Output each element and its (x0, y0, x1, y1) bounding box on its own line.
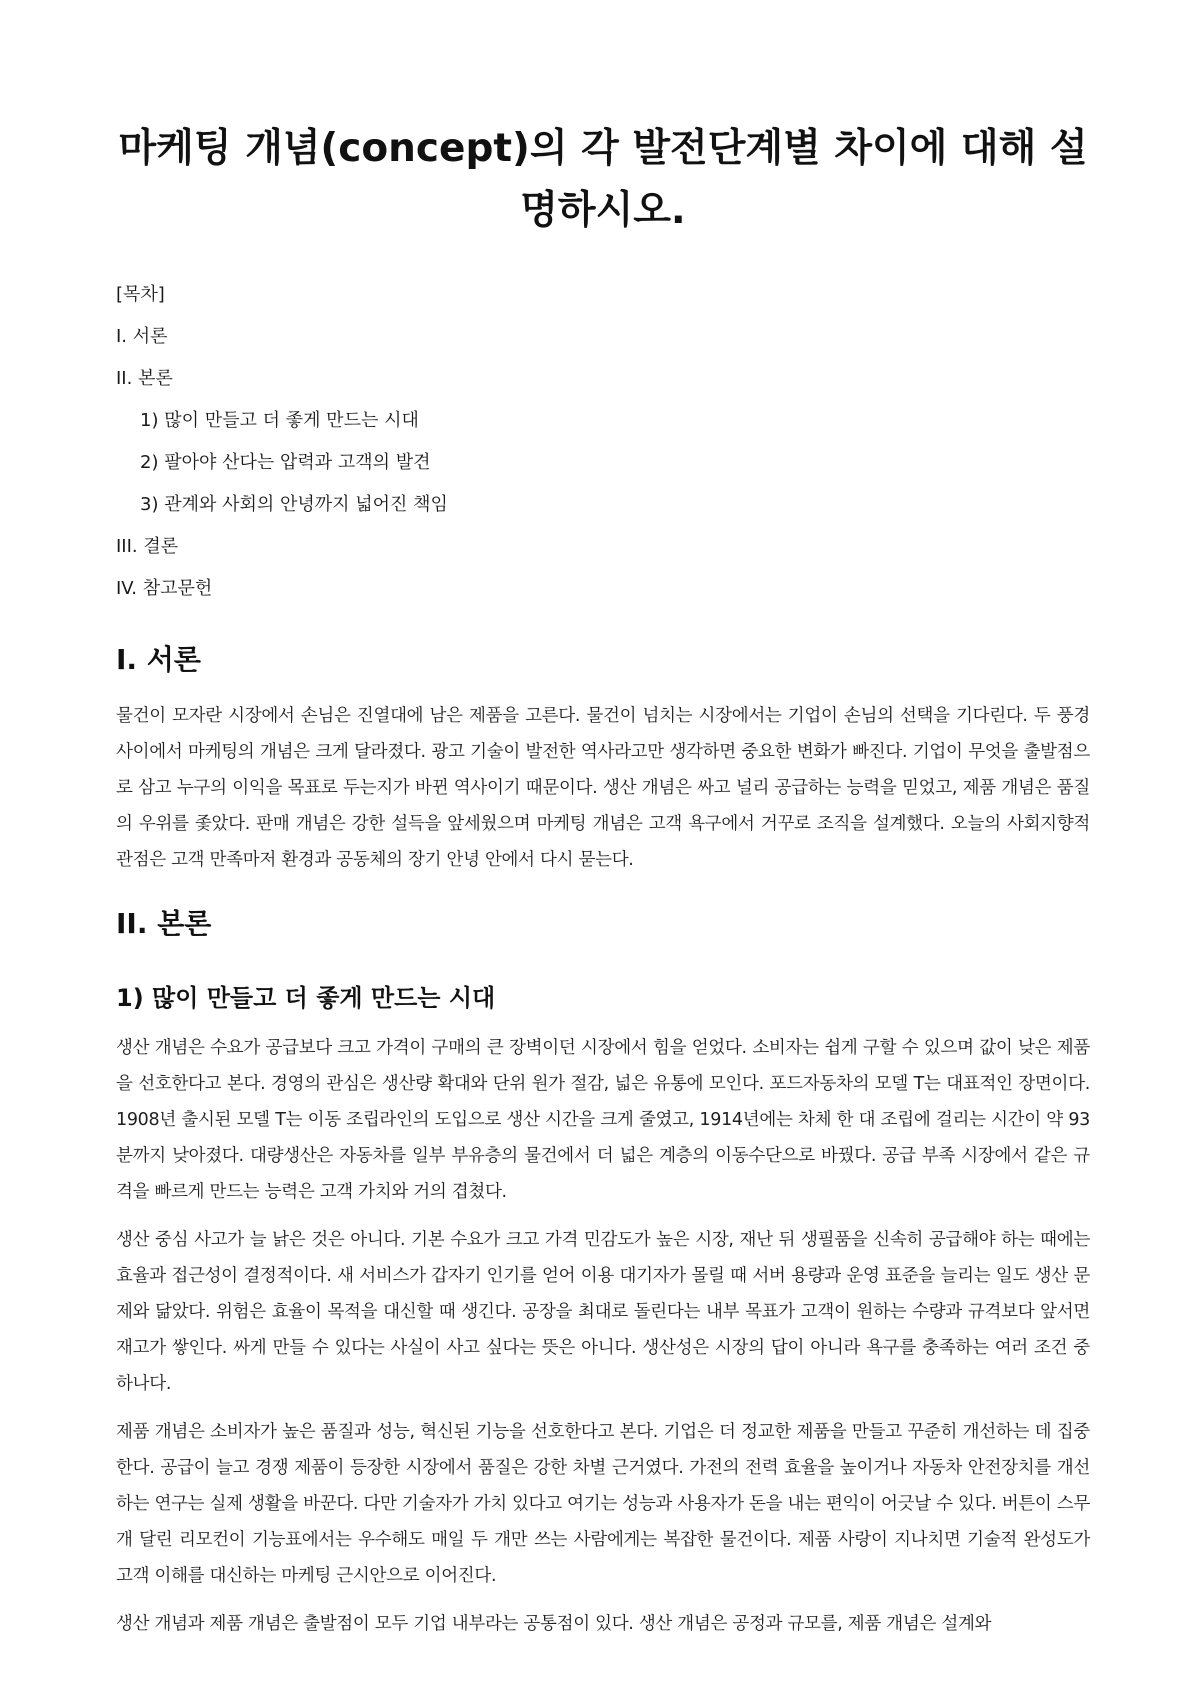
section-heading-body: II. 본론 (116, 907, 212, 940)
toc-item-body-1: 1) 많이 만들고 더 좋게 만드는 시대 (140, 410, 419, 431)
toc-heading: [목차] (116, 284, 165, 305)
subsection-production-product (116, 980, 1090, 1642)
table-of-contents (116, 274, 1090, 610)
toc-item-body: II. 본론 (116, 368, 173, 389)
toc-item-body-2: 2) 팔아야 산다는 압력과 고객의 발견 (140, 452, 431, 473)
body-paragraph-1: 생산 개념은 수요가 공급보다 크고 가격이 구매의 큰 장벽이던 시장에서 힘을 얻었다. 소비자는 쉽게 구할 수 있으며 값이 낮은 제품을 선호한다고 본다. 경영의 관심은 생산량 확대와 단위 원가 절감, 넓은 유통에 모인다. 포드자동차의 모델 T는 대표적인 장면이다. 1908년 출시된 모델 T는 이동 조립라인의 도입으로 생산 시간을 크게 줄였고, 1914년에는 차체 한 대 조립에 걸리는 시간이 약 93분까지 낮아졌다. 대량생산은 자동차를 일부 부유층의 물건에서 더 넓은 계층의 이동수단으로 바꿨다. 공급 부족 시장에서 같은 규격을 빠르게 만드는 능력은 고객 가치와 거의 겹쳤다. (116, 1038, 1090, 1202)
intro-paragraph: 물건이 모자란 시장에서 손님은 진열대에 남은 제품을 고른다. 물건이 넘치는 시장에서는 기업이 손님의 선택을 기다린다. 두 풍경 사이에서 마케팅의 개념은 크게 달라졌다. 광고 기술이 발전한 역사라고만 생각하면 중요한 변화가 빠진다. 기업이 무엇을 출발점으로 삼고 누구의 이익을 목표로 두는지가 바뀐 역사이기 때문이다. 생산 개념은 싸고 널리 공급하는 능력을 믿었고, 제품 개념은 품질의 우위를 좇았다. 판매 개념은 강한 설득을 앞세웠으며 마케팅 개념은 고객 욕구에서 거꾸로 조직을 설계했다. 오늘의 사회지향적 관점은 고객 만족마저 환경과 공동체의 장기 안녕 안에서 다시 묻는다. (116, 706, 1090, 870)
section-intro (116, 640, 1090, 878)
toc-item-references: IV. 참고문헌 (116, 578, 213, 599)
toc-item-conclusion: III. 결론 (116, 536, 179, 557)
document-title-text: 마케팅 개념(concept)의 각 발전단계별 차이에 대해 설명하시오. (118, 126, 1088, 233)
body-paragraph-2: 생산 중심 사고가 늘 낡은 것은 아니다. 기본 수요가 크고 가격 민감도가 높은 시장, 재난 뒤 생필품을 신속히 공급해야 하는 때에는 효율과 접근성이 결정적이다. 새 서비스가 갑자기 인기를 얻어 이용 대기자가 몰릴 때 서버 용량과 운영 표준을 늘리는 일도 생산 문제와 닮았다. 위험은 효율이 목적을 대신할 때 생긴다. 공장을 최대로 돌린다는 내부 목표가 고객이 원하는 수량과 규격보다 앞서면 재고가 쌓인다. 싸게 만들 수 있다는 사실이 사고 싶다는 뜻은 아니다. 생산성은 시장의 답이 아니라 욕구를 충족하는 여러 조건 중 하나다. (116, 1230, 1090, 1394)
document-title (116, 118, 1090, 242)
toc-item-body-3: 3) 관계와 사회의 안녕까지 넓어진 책임 (140, 494, 448, 515)
body-paragraph-3: 제품 개념은 소비자가 높은 품질과 성능, 혁신된 기능을 선호한다고 본다. 기업은 더 정교한 제품을 만들고 꾸준히 개선하는 데 집중한다. 공급이 늘고 경쟁 제품이 등장한 시장에서 품질은 강한 차별 근거였다. 가전의 전력 효율을 높이거나 자동차 안전장치를 개선하는 연구는 실제 생활을 바꾼다. 다만 기술자가 가치 있다고 여기는 성능과 사용자가 돈을 내는 편익이 어긋날 수 있다. 버튼이 스무 개 달린 리모컨이 기능표에서는 우수해도 매일 두 개만 쓰는 사람에게는 복잡한 물건이다. 제품 사랑이 지나치면 기술적 완성도가 고객 이해를 대신하는 마케팅 근시안으로 이어진다. (116, 1422, 1090, 1586)
subsection-heading-1: 1) 많이 만들고 더 좋게 만드는 시대 (116, 984, 496, 1012)
section-body (116, 904, 1090, 1642)
body-paragraph-4: 생산 개념과 제품 개념은 출발점이 모두 기업 내부라는 공통점이 있다. 생산 개념은 공정과 규모를, 제품 개념은 설계와 (116, 1614, 992, 1634)
section-heading-intro: I. 서론 (116, 643, 201, 676)
toc-item-intro: I. 서론 (116, 326, 168, 347)
